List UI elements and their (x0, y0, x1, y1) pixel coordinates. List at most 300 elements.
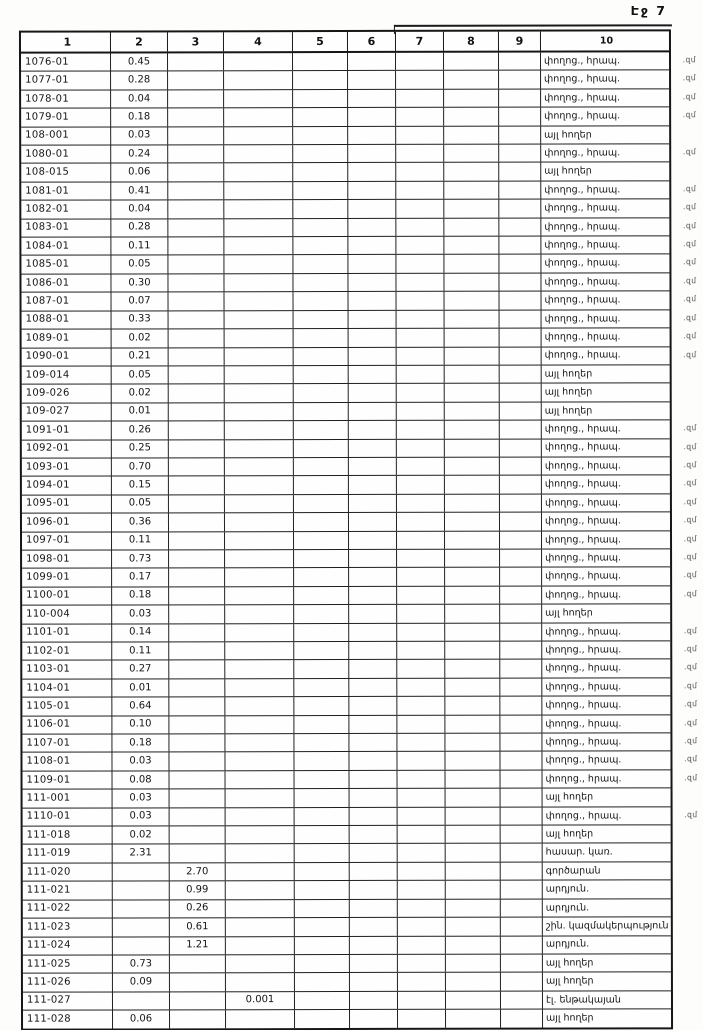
empty-col5-cell (294, 752, 349, 770)
land-use-cell: փողոց., հրապ. (544, 313, 621, 325)
table-row (22, 476, 697, 496)
land-use-cell: արդյուն. (545, 902, 590, 914)
scan-skew-line (394, 24, 672, 34)
area-col3-cell (170, 790, 226, 808)
parcel-id-cell: 1104-01 (22, 679, 112, 697)
empty-col7-cell (397, 384, 445, 402)
empty-col9-cell (499, 255, 541, 272)
area-col3-cell (168, 53, 224, 71)
land-use-cell: փողոց., հրապ. (544, 257, 621, 270)
parcel-id-cell: 111-027 (23, 992, 113, 1010)
empty-col7-cell (398, 844, 446, 862)
area-col4-cell (224, 53, 293, 71)
land-parcels-table (19, 29, 698, 1030)
margin-annotation: .զմ (683, 478, 697, 488)
parcel-id-cell: 1079-01 (21, 109, 111, 127)
land-use-cell: փողոց., հրապ. (545, 533, 622, 546)
area-col2-cell: 0.06 (113, 1010, 170, 1028)
empty-col5-cell (295, 808, 350, 826)
empty-col9-cell (500, 439, 542, 456)
column-header-3: 3 (168, 32, 224, 51)
area-col4-cell (225, 384, 294, 402)
table-row (21, 126, 669, 146)
empty-col8-cell (445, 476, 500, 494)
area-col3-cell (169, 311, 225, 329)
empty-col9-cell (500, 568, 542, 585)
parcel-id-cell: 1110-01 (23, 808, 113, 826)
table-row (21, 163, 669, 183)
margin-annotation: .զմ (682, 147, 697, 157)
margin-annotation: .զմ (683, 533, 698, 543)
area-col2-cell: 0.05 (112, 495, 169, 513)
area-col4-cell (225, 458, 294, 476)
empty-col9-cell (499, 145, 541, 162)
area-col3-cell (169, 293, 225, 311)
area-col4-cell (225, 421, 294, 439)
empty-col5-cell (295, 992, 350, 1010)
area-col4-cell (225, 734, 294, 752)
empty-col7-cell (397, 605, 445, 623)
empty-col7-cell (398, 826, 446, 844)
parcel-id-cell: 1076-01 (21, 53, 111, 71)
area-col3-cell (170, 1010, 226, 1028)
area-col3-cell (169, 642, 225, 660)
area-col4-cell (224, 108, 293, 126)
table-body (21, 52, 698, 1028)
area-col2-cell: 0.24 (111, 145, 168, 163)
area-col2-cell: 0.04 (111, 201, 168, 219)
empty-col8-cell (444, 182, 499, 200)
empty-col7-cell (396, 200, 444, 218)
area-col4-cell (225, 292, 294, 310)
area-col2-cell: 0.10 (112, 716, 169, 734)
parcel-id-cell: 1087-01 (22, 293, 112, 311)
area-col2-cell: 0.18 (112, 734, 169, 752)
empty-col7-cell (397, 292, 445, 310)
parcel-id-cell: 1094-01 (22, 477, 112, 495)
area-col2-cell: 0.11 (111, 237, 168, 255)
empty-col7-cell (397, 421, 445, 439)
empty-col7-cell (398, 992, 446, 1010)
area-col2-cell: 0.01 (112, 679, 169, 697)
table-row (22, 568, 698, 588)
margin-annotation: .զմ (683, 717, 698, 727)
area-col2-cell: 0.18 (112, 587, 169, 605)
empty-col5-cell (294, 697, 349, 715)
empty-col9-cell (501, 918, 543, 935)
column-header-2: 2 (111, 32, 168, 51)
area-col2-cell: 0.73 (112, 550, 169, 568)
area-col4-cell (226, 863, 295, 881)
empty-col5-cell (293, 255, 348, 273)
empty-col8-cell (445, 347, 500, 365)
empty-col5-cell (294, 716, 349, 734)
area-col4-cell (225, 661, 294, 679)
empty-col9-cell (500, 347, 542, 364)
land-use-cell: շին. կազմակերպություն (545, 920, 669, 932)
empty-col5-cell (294, 660, 349, 678)
empty-col9-cell (501, 1010, 543, 1027)
empty-col6-cell (349, 476, 397, 494)
area-col3-cell (168, 145, 224, 163)
margin-annotation: .զմ (684, 773, 698, 783)
table-row (23, 899, 671, 919)
empty-col9-cell (500, 605, 542, 622)
table-row (21, 108, 697, 128)
empty-col8-cell (445, 366, 500, 384)
area-col3-cell (168, 274, 224, 292)
empty-col8-cell (445, 715, 500, 733)
empty-col7-cell (396, 145, 444, 163)
area-col2-cell: 0.11 (112, 532, 169, 550)
area-col4-cell (226, 918, 295, 936)
empty-col5-cell (294, 311, 349, 329)
area-col3-cell (169, 385, 225, 403)
area-col4-cell (225, 440, 294, 458)
land-use-cell: այլ հողեր (545, 957, 594, 969)
empty-col5-cell (295, 1010, 350, 1028)
empty-col5-cell (295, 955, 350, 973)
table-row (22, 531, 698, 551)
empty-col7-cell (396, 71, 444, 89)
area-col2-cell: 0.25 (112, 440, 169, 458)
margin-annotation: .զմ (683, 294, 697, 304)
empty-col6-cell (349, 421, 397, 439)
empty-col9-cell (501, 770, 543, 787)
empty-col5-cell (295, 826, 350, 844)
empty-col5-cell (294, 366, 349, 384)
empty-col5-cell (295, 789, 350, 807)
empty-col5-cell (294, 458, 349, 476)
empty-col6-cell (349, 550, 397, 568)
table-row (22, 328, 697, 348)
parcel-id-cell: 1095-01 (22, 495, 112, 513)
empty-col7-cell (397, 568, 445, 586)
parcel-id-cell: 111-019 (23, 845, 113, 863)
empty-col6-cell (348, 71, 396, 89)
land-use-cell: փողոց., հրապ. (545, 644, 622, 656)
table-row (23, 770, 698, 790)
area-col3-cell (169, 458, 225, 476)
area-col2-cell (113, 937, 170, 955)
empty-col8-cell (444, 145, 499, 163)
area-col3-cell (169, 348, 225, 366)
empty-col9-cell (499, 273, 541, 290)
table-row (22, 310, 697, 330)
empty-col8-cell (444, 89, 499, 107)
land-use-cell: էլ. ենթակայան (545, 994, 621, 1006)
area-col2-cell (113, 882, 170, 900)
empty-col7-cell (397, 403, 445, 421)
area-col3-cell (170, 992, 226, 1010)
empty-col9-cell (500, 697, 542, 714)
margin-annotation: .զմ (682, 184, 697, 194)
land-use-cell: փողոց., հրապ. (544, 478, 621, 490)
empty-col6-cell (349, 587, 397, 605)
parcel-id-cell: 111-020 (23, 863, 113, 881)
empty-col9-cell (499, 108, 541, 125)
area-col4-cell (225, 716, 294, 734)
empty-col8-cell (446, 918, 501, 936)
area-col4-cell (225, 348, 294, 366)
parcel-id-cell: 1080-01 (21, 146, 111, 164)
area-col4-cell (226, 1010, 295, 1028)
area-col2-cell: 0.02 (112, 329, 169, 347)
empty-col7-cell (398, 973, 446, 991)
empty-col6-cell (350, 808, 398, 826)
empty-col7-cell (397, 329, 445, 347)
table-row (22, 623, 698, 643)
table-row (21, 181, 697, 201)
empty-col8-cell (446, 789, 501, 807)
margin-annotation: .զմ (682, 239, 697, 249)
page-number-label: Էջ 7 (630, 3, 667, 18)
parcel-id-cell: 110-004 (22, 606, 112, 624)
margin-annotation: .զմ (684, 809, 698, 819)
area-col3-cell (169, 734, 225, 752)
area-col4-cell (226, 973, 295, 991)
land-use-cell: այլ հողեր (546, 1012, 594, 1024)
area-col2-cell: 0.06 (111, 164, 168, 182)
land-use-cell: այլ հողեր (545, 791, 594, 803)
land-use-cell: փողոց., հրապ. (544, 423, 621, 435)
area-col2-cell: 0.04 (111, 90, 168, 108)
margin-annotation: .զմ (683, 423, 697, 433)
empty-col8-cell (445, 734, 500, 752)
empty-col7-cell (396, 108, 444, 126)
land-use-cell: փողոց., հրապ. (544, 497, 621, 509)
area-col4-cell (226, 808, 295, 826)
land-use-cell: փողոց., հրապ. (544, 73, 621, 85)
empty-col6-cell (349, 513, 397, 531)
empty-col8-cell (444, 237, 499, 255)
empty-col9-cell (500, 550, 542, 567)
table-row (22, 420, 697, 440)
empty-col6-cell (348, 255, 396, 273)
empty-col5-cell (295, 900, 350, 918)
empty-col6-cell (350, 918, 398, 936)
table-row (22, 678, 698, 698)
empty-col7-cell (397, 495, 445, 513)
area-col4-cell (225, 753, 294, 771)
area-col3-cell (169, 329, 225, 347)
empty-col5-cell (294, 384, 349, 402)
empty-col9-cell (500, 715, 542, 732)
empty-col6-cell (348, 90, 396, 108)
area-col4-cell (226, 881, 295, 899)
empty-col7-cell (397, 458, 445, 476)
area-col3-cell: 2.70 (170, 863, 226, 881)
land-use-cell: այլ հողեր (544, 165, 592, 177)
empty-col8-cell (445, 292, 500, 310)
empty-col9-cell (500, 586, 542, 603)
land-use-cell: այլ հողեր (545, 607, 593, 619)
empty-col8-cell (445, 550, 500, 568)
empty-col7-cell (398, 1010, 446, 1028)
area-col2-cell: 0.11 (112, 642, 169, 660)
empty-col9-cell (499, 200, 541, 217)
parcel-id-cell: 1084-01 (21, 238, 111, 256)
land-use-cell: փողոց., հրապ. (544, 276, 621, 288)
land-use-cell: փողոց., հրապ. (544, 202, 621, 214)
empty-col8-cell (444, 126, 499, 144)
land-use-cell: արդյուն. (545, 883, 590, 895)
table-row (22, 549, 698, 569)
empty-col8-cell (445, 513, 500, 531)
empty-col8-cell (444, 218, 499, 236)
empty-col7-cell (398, 771, 446, 789)
area-col2-cell: 0.05 (111, 256, 168, 274)
table-row (22, 292, 697, 312)
area-col2-cell: 0.30 (111, 274, 168, 292)
table-row (21, 236, 697, 256)
empty-col6-cell (350, 826, 398, 844)
empty-col5-cell (293, 71, 348, 89)
empty-col6-cell (348, 274, 396, 292)
empty-col8-cell (446, 991, 501, 1009)
area-col3-cell (169, 661, 225, 679)
empty-col5-cell (293, 53, 348, 71)
table-row (22, 365, 670, 385)
empty-col7-cell (397, 366, 445, 384)
empty-col7-cell (397, 734, 445, 752)
empty-col9-cell (499, 237, 541, 254)
area-col3-cell (169, 421, 225, 439)
empty-col7-cell (398, 899, 446, 917)
land-use-cell: փողոց., հրապ. (545, 699, 622, 711)
empty-col6-cell (350, 789, 398, 807)
margin-annotation: .զմ (683, 589, 698, 599)
area-col4-cell (224, 72, 293, 90)
empty-col5-cell (294, 476, 349, 494)
column-header-6: 6 (348, 32, 396, 51)
parcel-id-cell: 1077-01 (21, 72, 111, 90)
table-row (23, 954, 671, 974)
empty-col9-cell (501, 881, 543, 898)
table-row (21, 255, 697, 275)
table-row (22, 752, 698, 772)
parcel-id-cell: 1091-01 (22, 422, 112, 440)
area-col4-cell (226, 900, 295, 918)
area-col3-cell (169, 550, 225, 568)
margin-annotation: .զմ (683, 331, 697, 341)
area-col3-cell (169, 624, 225, 642)
table-row (23, 936, 671, 956)
land-use-cell: արդյուն. (545, 938, 590, 951)
empty-col9-cell (500, 421, 542, 438)
area-col2-cell: 0.15 (112, 477, 169, 495)
empty-col8-cell (446, 955, 501, 973)
area-col4-cell (224, 90, 293, 108)
empty-col8-cell (445, 642, 500, 660)
table-row (21, 71, 697, 91)
parcel-id-cell: 1106-01 (22, 716, 112, 734)
empty-col6-cell (349, 329, 397, 347)
empty-col6-cell (349, 439, 397, 457)
area-col4-cell (225, 642, 294, 660)
table-row (22, 494, 697, 514)
land-use-cell: այլ հողեր (545, 828, 594, 840)
parcel-id-cell: 1092-01 (22, 440, 112, 458)
empty-col8-cell (445, 384, 500, 402)
empty-col9-cell (500, 642, 542, 659)
empty-col6-cell (348, 237, 396, 255)
empty-col9-cell (501, 807, 543, 824)
empty-col8-cell (445, 568, 500, 586)
empty-col9-cell (501, 954, 543, 971)
area-col4-cell (226, 845, 295, 863)
margin-annotation: .զմ (682, 110, 697, 120)
empty-col9-cell (501, 789, 543, 806)
empty-col7-cell (397, 752, 445, 770)
parcel-id-cell: 111-028 (23, 1011, 113, 1029)
table-row (23, 973, 671, 993)
empty-col9-cell (500, 458, 542, 475)
parcel-id-cell: 1082-01 (21, 201, 111, 219)
empty-col7-cell (396, 274, 444, 292)
table-row (22, 586, 698, 606)
area-col2-cell: 0.02 (113, 826, 170, 844)
empty-col7-cell (396, 237, 444, 255)
parcel-id-cell: 111-021 (23, 882, 113, 900)
empty-col6-cell (349, 642, 397, 660)
margin-annotation: .զմ (683, 257, 697, 267)
parcel-id-cell: 1078-01 (21, 90, 111, 108)
empty-col5-cell (295, 863, 350, 881)
table-row (23, 917, 671, 937)
empty-col9-cell (499, 53, 541, 70)
table-row (23, 991, 671, 1011)
area-col4-cell (226, 937, 295, 955)
area-col3-cell (169, 477, 225, 495)
area-col3-cell (169, 753, 225, 771)
empty-col9-cell (499, 218, 541, 235)
empty-col7-cell (397, 476, 445, 494)
empty-col7-cell (396, 255, 444, 273)
area-col2-cell (113, 900, 170, 918)
empty-col8-cell (444, 274, 499, 292)
land-use-cell: փողոց., հրապ. (544, 184, 621, 196)
empty-col5-cell (293, 90, 348, 108)
empty-col7-cell (396, 53, 444, 71)
empty-col6-cell (350, 936, 398, 954)
area-col4-cell (224, 164, 293, 182)
empty-col8-cell (445, 421, 500, 439)
area-col3-cell (169, 679, 225, 697)
column-header-8: 8 (444, 32, 499, 51)
empty-col8-cell (446, 863, 501, 881)
empty-col6-cell (348, 145, 396, 163)
parcel-id-cell: 1088-01 (22, 311, 112, 329)
parcel-id-cell: 1081-01 (21, 182, 111, 200)
empty-col9-cell (500, 292, 542, 309)
empty-col8-cell (444, 163, 499, 181)
area-col3-cell (168, 219, 224, 237)
area-col2-cell: 0.18 (111, 109, 168, 127)
empty-col6-cell (348, 182, 396, 200)
empty-col6-cell (349, 660, 397, 678)
empty-col5-cell (293, 108, 348, 126)
column-header-5: 5 (293, 32, 348, 51)
land-use-cell: այլ հողեր (545, 975, 594, 987)
empty-col6-cell (349, 568, 397, 586)
empty-col8-cell (446, 973, 501, 991)
area-col2-cell: 0.08 (113, 771, 170, 789)
empty-col7-cell (397, 531, 445, 549)
empty-col7-cell (396, 218, 444, 236)
land-use-cell: փողոց., հրապ. (544, 221, 621, 233)
area-col4-cell (225, 697, 294, 715)
